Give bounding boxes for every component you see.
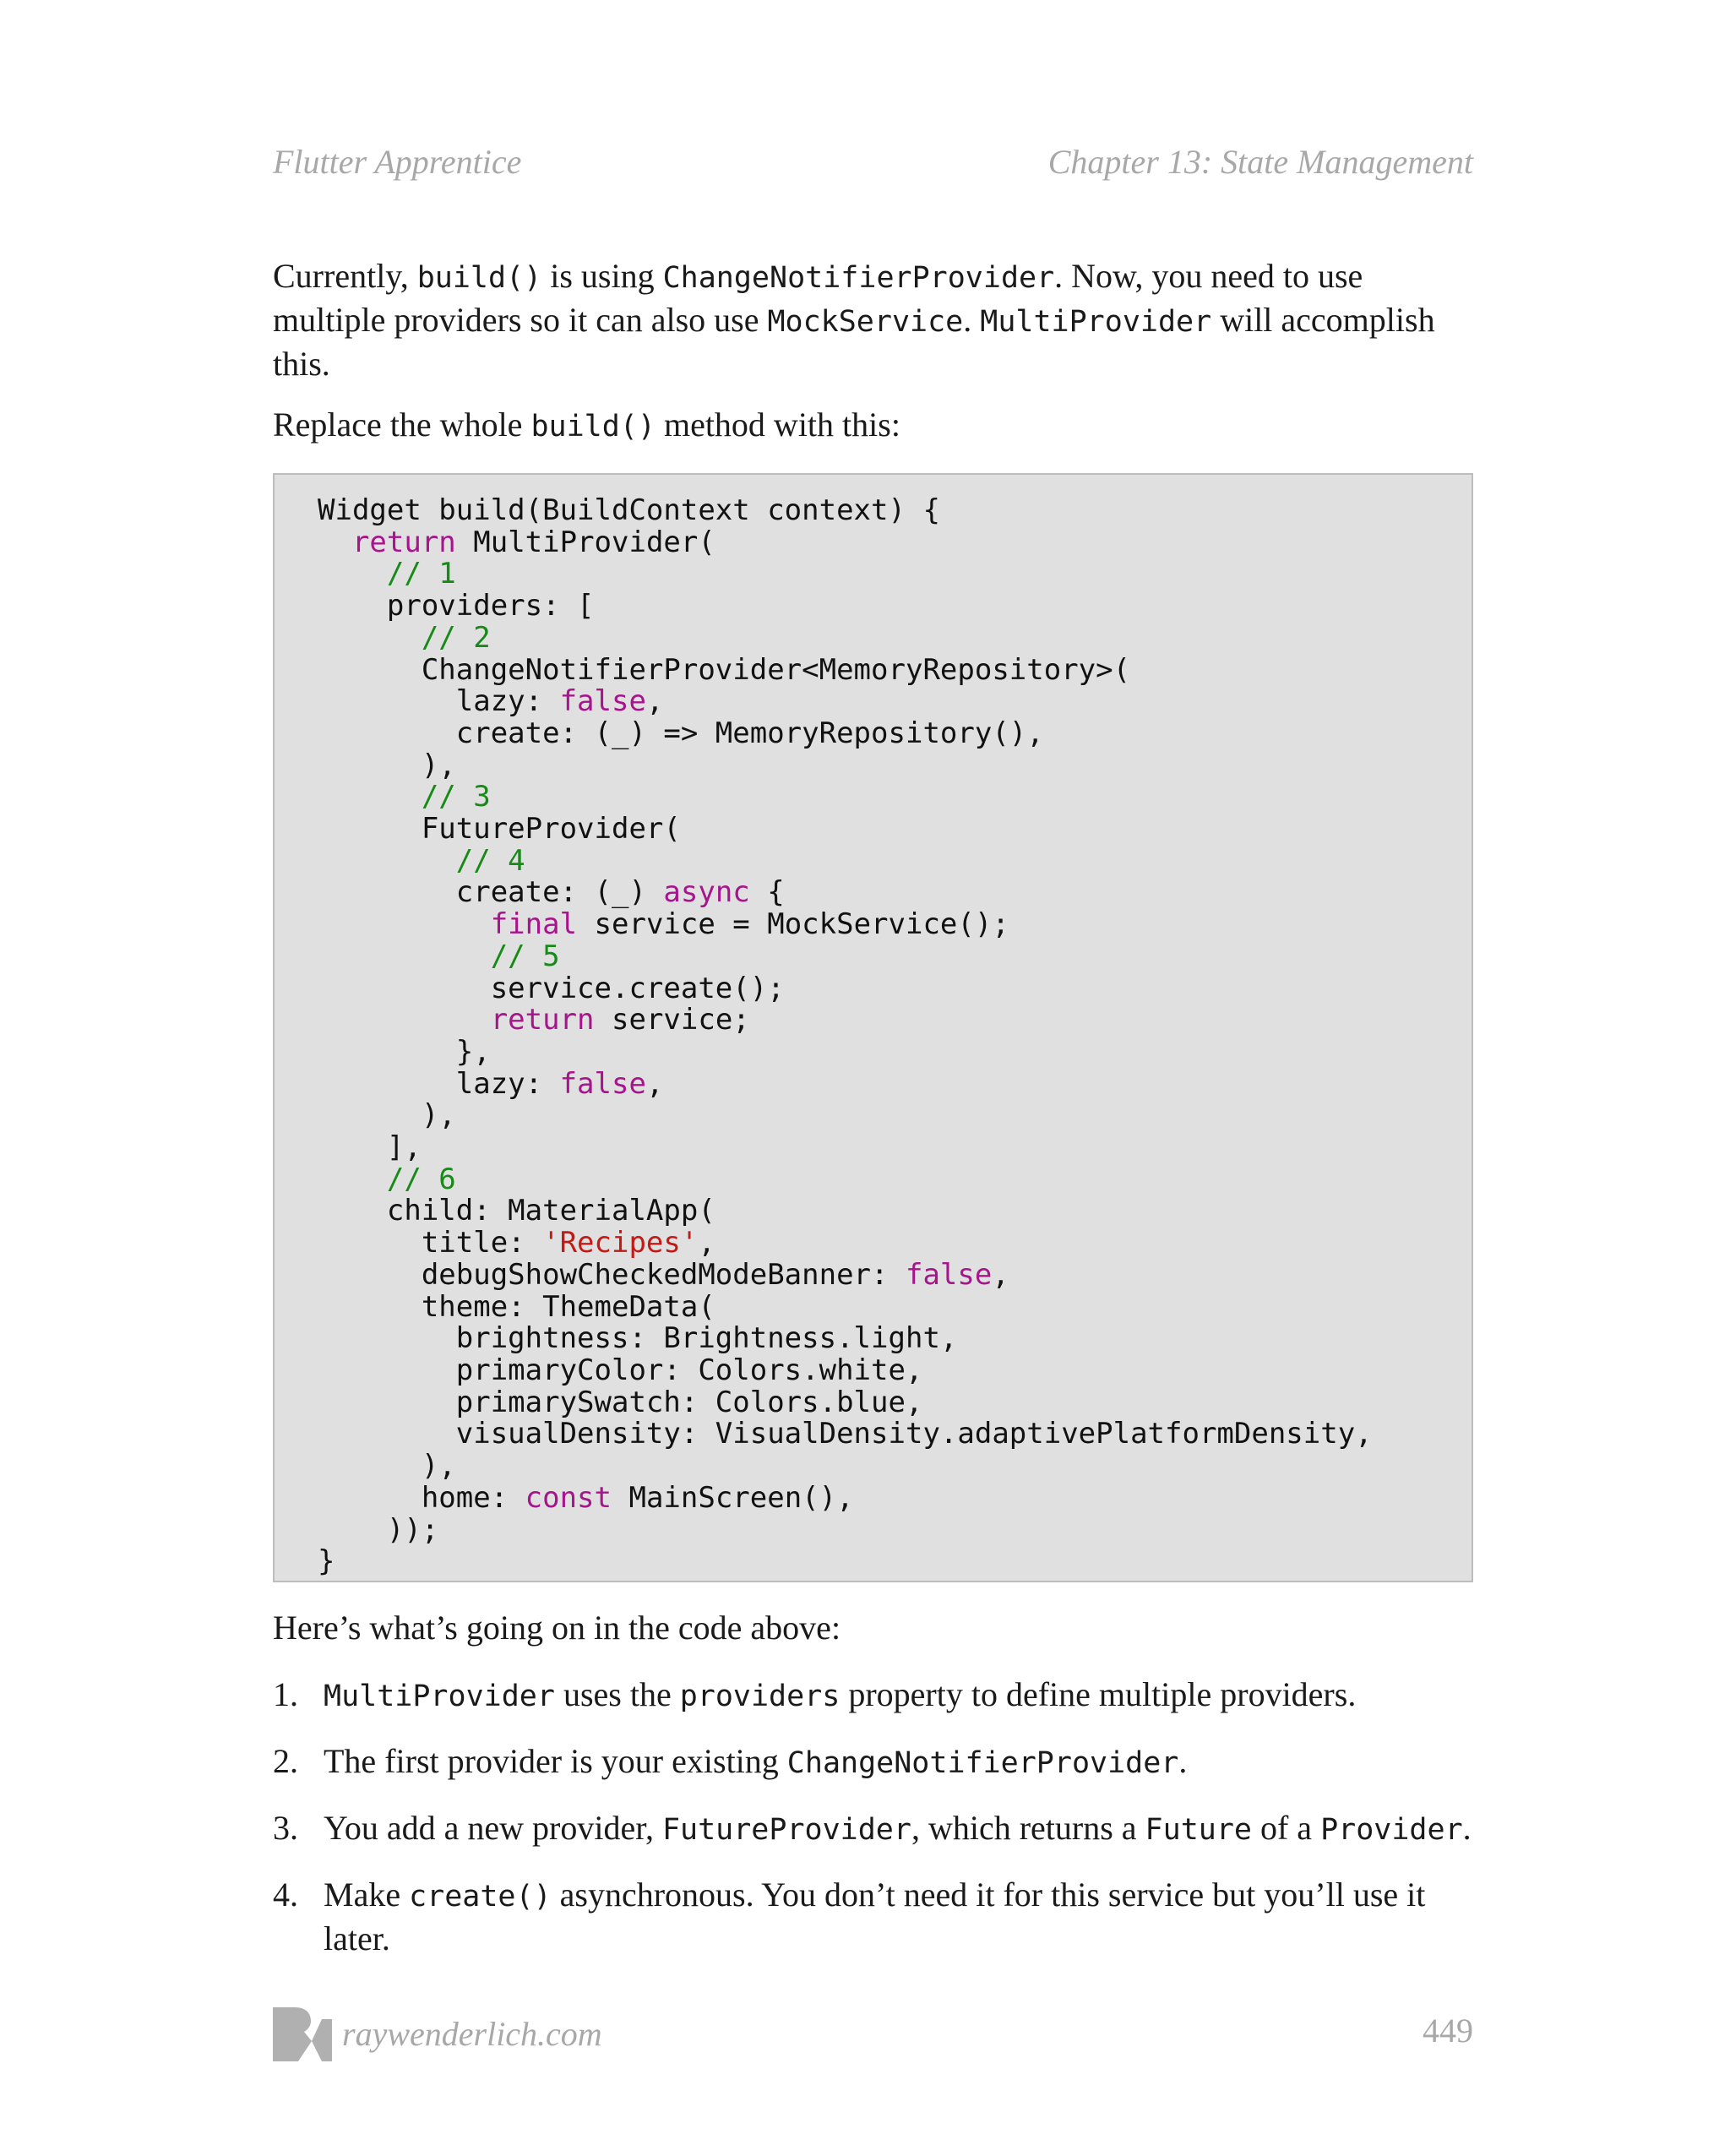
inline-code: MultiProvider — [980, 305, 1212, 339]
code-text — [318, 621, 422, 655]
code-text — [318, 1162, 387, 1196]
chapter-title: Chapter 13: State Management — [1047, 143, 1473, 181]
code-listing — [318, 495, 1373, 1578]
code-text: FutureProvider( — [318, 812, 681, 847]
code-text: primarySwatch: Colors.blue, — [318, 1385, 923, 1419]
running-header — [273, 142, 1473, 189]
inline-code: providers — [679, 1680, 841, 1713]
list-text: You add a new provider, FutureProvider, which returns a Future of a Provider. — [324, 1809, 1472, 1847]
code-text: }, — [318, 1034, 491, 1069]
code-comment: // 3 — [421, 780, 491, 814]
code-text: , — [645, 684, 664, 719]
inline-code: MultiProvider — [324, 1680, 555, 1713]
code-text: , — [645, 1066, 664, 1101]
code-text: create: (_) => MemoryRepository(), — [318, 716, 1044, 750]
code-text: service = MockService(); — [577, 907, 1009, 942]
code-text — [318, 907, 491, 941]
code-text: debugShowCheckedModeBanner: — [318, 1257, 906, 1292]
code-keyword: final — [490, 907, 578, 942]
inline-code: Provider — [1320, 1813, 1463, 1847]
code-keyword: async — [663, 875, 750, 910]
inline-code: build() — [530, 410, 656, 444]
list-number: 2. — [273, 1742, 298, 1780]
code-text: create: (_) — [318, 875, 664, 910]
replace-instruction: Replace the whole build() method with this: — [273, 406, 900, 444]
code-text: brightness: Brightness.light, — [318, 1321, 958, 1356]
code-text: , — [698, 1226, 715, 1260]
list-text: MultiProvider uses the providers property to define multiple providers. — [324, 1675, 1357, 1713]
code-text: primaryColor: Colors.white, — [318, 1353, 923, 1387]
code-comment: // 4 — [455, 843, 525, 878]
code-text: ), — [318, 748, 456, 782]
list-number: 4. — [273, 1876, 298, 1914]
inline-code: Future — [1145, 1813, 1252, 1847]
code-comment: // 6 — [386, 1162, 456, 1196]
list-number: 1. — [273, 1675, 298, 1713]
code-text: MainScreen(), — [612, 1480, 854, 1515]
code-text: child: MaterialApp( — [318, 1194, 715, 1228]
code-text: ), — [318, 1449, 456, 1484]
code-text: title: — [318, 1226, 543, 1260]
code-keyword: false — [559, 684, 646, 719]
code-text — [318, 557, 387, 591]
inline-code: ChangeNotifierProvider — [786, 1746, 1179, 1780]
code-block — [273, 473, 1473, 1582]
code-string: 'Recipes' — [542, 1226, 699, 1260]
list-text: The first provider is your existing ChangeNotifierProvider. — [324, 1742, 1188, 1780]
inline-code: ChangeNotifierProvider — [662, 261, 1055, 295]
page-number: 449 — [1423, 2012, 1473, 2050]
code-text: { — [749, 875, 785, 910]
code-text — [318, 1003, 491, 1037]
code-text: service.create(); — [318, 971, 785, 1005]
code-text: MultiProvider( — [455, 525, 715, 559]
code-text — [318, 939, 491, 973]
code-text: } — [318, 1544, 335, 1579]
code-text: ), — [318, 1098, 456, 1133]
code-text: Widget build(BuildContext context) { — [318, 493, 940, 527]
code-keyword: return — [490, 1003, 595, 1037]
code-text: lazy: — [318, 1066, 560, 1101]
code-text: )); — [318, 1512, 439, 1547]
code-text: ChangeNotifierProvider<MemoryRepository>( — [318, 652, 1131, 687]
code-keyword: const — [525, 1480, 612, 1515]
explanation-lead: Here’s what’s going on in the code above: — [273, 1609, 841, 1647]
code-keyword: false — [559, 1066, 646, 1101]
code-text: , — [992, 1257, 1009, 1292]
code-text: providers: [ — [318, 589, 595, 623]
book-title: Flutter Apprentice — [273, 143, 522, 181]
code-comment: // 5 — [490, 939, 560, 973]
list-number: 3. — [273, 1809, 298, 1847]
inline-code: FutureProvider — [661, 1813, 911, 1847]
raywenderlich-logo-icon — [273, 2002, 332, 2061]
inline-code: create() — [409, 1880, 552, 1914]
code-keyword: false — [905, 1257, 993, 1292]
code-text: lazy: — [318, 684, 560, 719]
code-text: ], — [318, 1130, 422, 1165]
inline-code: build() — [416, 261, 542, 295]
code-text: home: — [318, 1480, 525, 1515]
intro-paragraph: Currently, build() is using ChangeNotifierProvider. Now, you need to use multiple providers so it can also use MockService. MultiProvider will accomplish this. — [273, 257, 1435, 383]
code-keyword: return — [351, 525, 456, 559]
footer-site-link[interactable]: raywenderlich.com — [342, 2015, 602, 2053]
code-text: theme: ThemeData( — [318, 1289, 715, 1324]
inline-code: MockService — [767, 305, 964, 339]
code-text — [318, 844, 456, 878]
code-comment: // 2 — [421, 620, 491, 655]
code-text — [318, 525, 352, 559]
list-text: Make create() asynchronous. You don’t need it for this service but you’ll use it later. — [324, 1876, 1426, 1957]
code-text: service; — [594, 1003, 750, 1037]
code-text: visualDensity: VisualDensity.adaptivePlatformDensity, — [318, 1417, 1373, 1451]
code-text — [318, 780, 422, 814]
code-comment: // 1 — [386, 557, 456, 591]
